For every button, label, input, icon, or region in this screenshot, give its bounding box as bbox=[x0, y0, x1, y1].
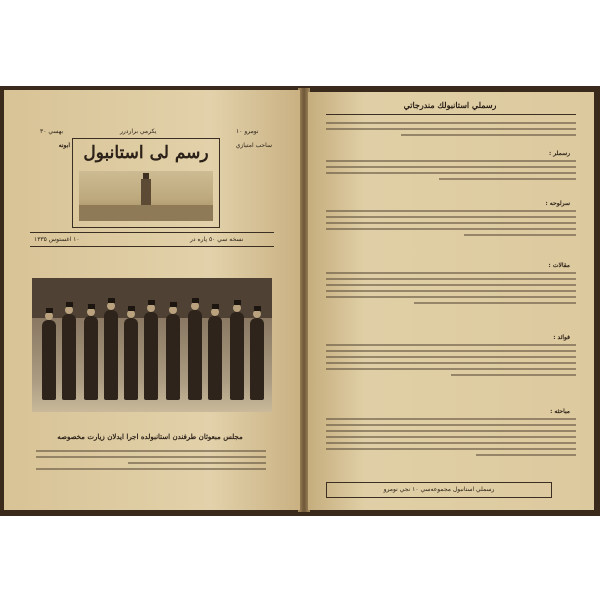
photo-figure bbox=[104, 310, 118, 400]
text-line bbox=[326, 430, 576, 432]
text-line bbox=[326, 222, 576, 224]
text-line bbox=[439, 178, 577, 180]
text-line bbox=[464, 234, 577, 236]
fez-hat-icon bbox=[212, 304, 219, 309]
text-line bbox=[326, 290, 576, 292]
fez-hat-icon bbox=[170, 302, 177, 307]
text-line bbox=[36, 456, 266, 458]
masthead-title: رسم لى استانبول bbox=[83, 143, 209, 163]
fez-hat-icon bbox=[108, 298, 115, 303]
text-line bbox=[326, 172, 576, 174]
photo-figure-head bbox=[45, 312, 53, 320]
photo-figure bbox=[166, 314, 180, 400]
photo-figure-head bbox=[233, 304, 241, 312]
text-line bbox=[326, 424, 576, 426]
text-line bbox=[326, 166, 576, 168]
text-line bbox=[326, 160, 576, 162]
text-line bbox=[326, 362, 576, 364]
fez-hat-icon bbox=[254, 306, 261, 311]
photo-figure bbox=[144, 312, 158, 400]
text-line bbox=[326, 228, 576, 230]
text-line bbox=[326, 350, 576, 352]
masthead-illustration bbox=[79, 171, 213, 221]
issue-date: ١٠ اغستوس ١٣٣٥ bbox=[34, 236, 80, 243]
fez-hat-icon bbox=[88, 304, 95, 309]
masthead-rule-bottom bbox=[30, 246, 274, 247]
right-page-header: رسملي استانبولك مندرجاتي bbox=[403, 100, 497, 110]
section-title: سرلوحه : bbox=[545, 200, 570, 207]
section-body bbox=[326, 418, 576, 460]
photo-figure bbox=[42, 320, 56, 400]
fez-hat-icon bbox=[148, 300, 155, 305]
fez-hat-icon bbox=[46, 308, 53, 313]
photo-figure bbox=[84, 316, 98, 400]
text-line bbox=[326, 448, 576, 450]
sea-illustration bbox=[79, 205, 213, 221]
masthead bbox=[72, 138, 220, 228]
text-line bbox=[326, 210, 576, 212]
photo-figure bbox=[230, 312, 244, 400]
section-title: رسملر : bbox=[549, 150, 570, 157]
fez-hat-icon bbox=[66, 302, 73, 307]
fez-hat-icon bbox=[192, 298, 199, 303]
photo-figure bbox=[62, 314, 76, 400]
left-page-price: بهسي ٣٠ bbox=[40, 128, 64, 135]
photo-figure-head bbox=[191, 302, 199, 310]
photo-figure-head bbox=[65, 306, 73, 314]
text-line bbox=[326, 122, 576, 124]
section-title: مباحثه : bbox=[550, 408, 570, 415]
left-page-top-center: يكرمي براردرر bbox=[120, 128, 157, 135]
photo-figure bbox=[124, 318, 138, 400]
text-line bbox=[326, 272, 576, 274]
text-line bbox=[326, 278, 576, 280]
photo-figure-head bbox=[127, 310, 135, 318]
section-title: فوائد : bbox=[553, 334, 570, 341]
text-line bbox=[128, 462, 266, 464]
text-line bbox=[36, 468, 266, 470]
photo-figure-head bbox=[169, 306, 177, 314]
text-line bbox=[414, 302, 577, 304]
text-line bbox=[326, 344, 576, 346]
tower-icon bbox=[141, 179, 151, 205]
text-line bbox=[326, 296, 576, 298]
text-line bbox=[451, 374, 576, 376]
photo-figure-head bbox=[211, 308, 219, 316]
masthead-rule-top bbox=[30, 232, 274, 233]
issue-price: نسخه سي ٥٠ پاره در bbox=[190, 236, 244, 243]
photo-figure bbox=[208, 316, 222, 400]
right-intro-text bbox=[326, 122, 576, 140]
section-title: مقالات : bbox=[548, 262, 570, 269]
photo-figure-head bbox=[253, 310, 261, 318]
subscription-box bbox=[34, 142, 70, 150]
subscription-title: ابونه bbox=[58, 142, 70, 149]
section-body bbox=[326, 344, 576, 380]
text-line bbox=[326, 442, 576, 444]
side-info-box bbox=[222, 142, 272, 150]
text-line bbox=[36, 450, 266, 452]
left-page-issue-number: نومرو ١٠ bbox=[236, 128, 259, 135]
photo-figure-head bbox=[147, 304, 155, 312]
fez-hat-icon bbox=[128, 306, 135, 311]
text-line bbox=[476, 454, 576, 456]
text-line bbox=[326, 356, 576, 358]
text-line bbox=[326, 128, 576, 130]
right-header-rule bbox=[326, 114, 576, 115]
photo-figure bbox=[188, 310, 202, 400]
section-body bbox=[326, 272, 576, 308]
text-line bbox=[326, 418, 576, 420]
photo-figure bbox=[250, 318, 264, 400]
text-line bbox=[326, 284, 576, 286]
group-photo bbox=[32, 278, 272, 412]
section-body bbox=[326, 210, 576, 240]
photo-figure-head bbox=[107, 302, 115, 310]
text-line bbox=[326, 368, 576, 370]
side-info-sub: ساحب امتيازي bbox=[235, 142, 272, 149]
photo-caption: مجلس مبعوثان طرفندن استانبولده اجرا ايدلان زيارت مخصوصه bbox=[57, 432, 243, 441]
section-body bbox=[326, 160, 576, 184]
right-page-footer: رسملي استانبول مجموعه‌سي ١٠ نجي نومرو bbox=[326, 482, 552, 498]
fez-hat-icon bbox=[234, 300, 241, 305]
text-line bbox=[326, 436, 576, 438]
left-body-text bbox=[36, 450, 266, 474]
text-line bbox=[326, 216, 576, 218]
text-line bbox=[401, 134, 576, 136]
photo-figure-head bbox=[87, 308, 95, 316]
